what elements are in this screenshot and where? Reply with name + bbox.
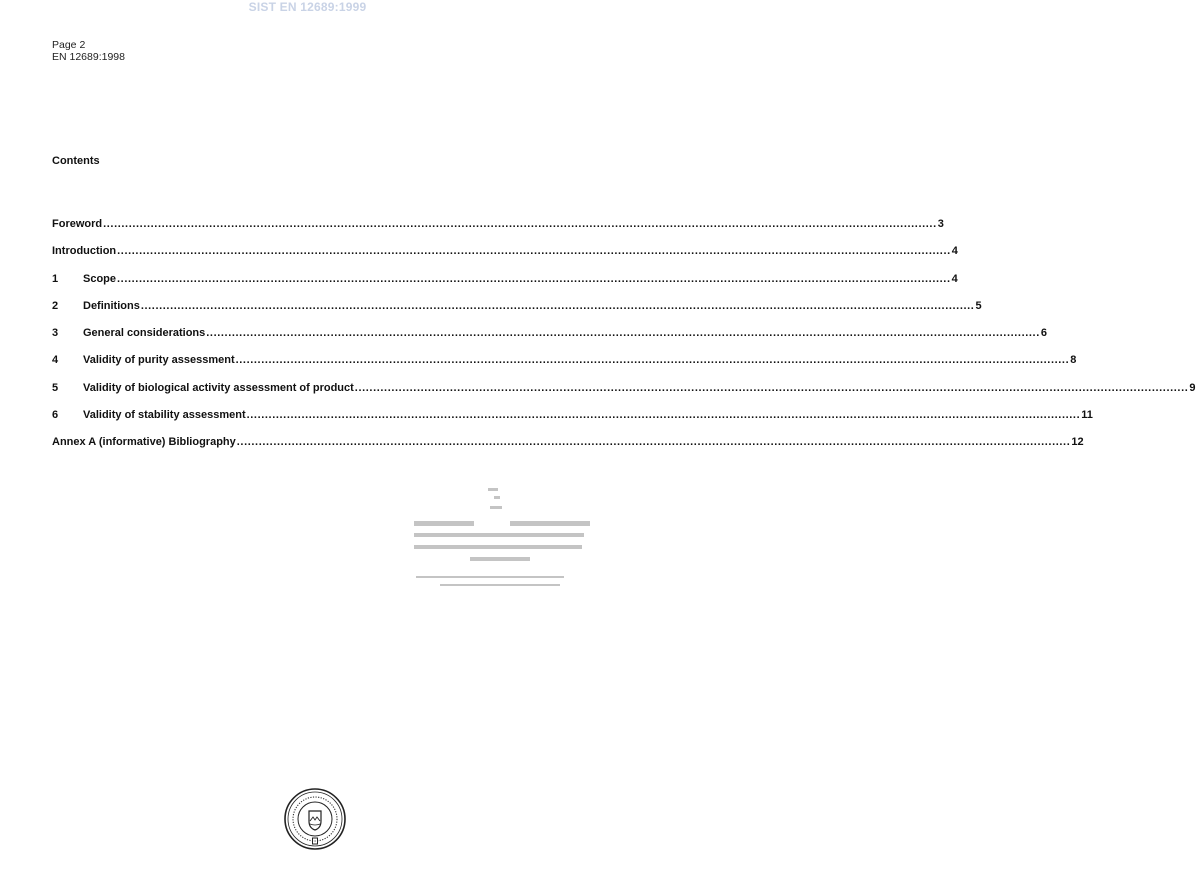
toc-entry-title: Introduction [52,245,117,258]
toc-entry-general-considerations[interactable] [52,327,1047,354]
toc-entry-page: 8 [1070,354,1077,367]
toc-entry-title: Foreword [52,218,103,230]
toc-entry-introduction[interactable] [52,245,958,272]
toc-entry-page: 3 [937,218,944,230]
dot-leader: .................................................................................................................................................................................................................................... [236,436,1071,449]
page-label: Page 2 [52,39,86,51]
toc-entry-number: 2 [52,299,59,312]
toc-entry-page: 4 [951,245,958,258]
toc-entry-number: 3 [52,327,59,340]
toc-entry-foreword[interactable] [52,218,944,245]
toc-entry-number: 1 [52,272,59,285]
toc-entry-title: Annex A (informative) Bibliography [52,436,236,449]
toc-entry-title: Scope [83,272,117,285]
sist-watermark: SIST EN 12689:1999 [248,0,367,14]
institute-seal [283,787,347,851]
dot-leader: .................................................................................................................................................................................................................................... [206,327,1040,340]
dot-leader: .................................................................................................................................................................................................................................... [235,354,1070,367]
toc-entry-biological-activity[interactable] [52,381,1196,409]
toc-entry-title: Definitions [83,299,140,312]
toc-entry-title: Validity of biological activity assessment of product [83,381,354,394]
toc-entry-page: 12 [1071,436,1084,449]
dot-leader: .................................................................................................................................................................................................................................... [117,272,951,285]
toc-entry-annex-a[interactable] [52,436,1084,463]
toc-entry-page: 4 [951,272,958,285]
toc-entry-page: 11 [1081,409,1093,422]
toc-entry-definitions[interactable] [52,299,982,327]
dot-leader: .................................................................................................................................................................................................................................... [354,381,1189,394]
toc-entry-purity-assessment[interactable] [52,354,1077,381]
toc-entry-scope[interactable] [52,272,958,300]
table-of-contents [52,218,1196,464]
toc-entry-title: Validity of stability assessment [83,409,246,422]
dot-leader: .................................................................................................................................................................................................................................... [117,245,951,258]
toc-entry-number: 4 [52,354,59,367]
dot-leader: .................................................................................................................................................................................................................................... [103,218,937,230]
contents-heading: Contents [52,155,100,167]
toc-entry-page: 5 [975,299,982,312]
dot-leader: .................................................................................................................................................................................................................................... [140,299,975,312]
toc-entry-number: 6 [52,409,59,422]
toc-entry-stability-assessment[interactable] [52,409,1093,436]
toc-entry-title: Validity of purity assessment [83,354,235,367]
toc-entry-page: 9 [1189,381,1196,394]
page-header [52,39,125,63]
toc-entry-number: 5 [52,381,59,394]
toc-entry-page: 6 [1040,327,1047,340]
faded-stamp-bleed [410,488,600,598]
toc-entry-title: General considerations [83,327,206,340]
dot-leader: .................................................................................................................................................................................................................................... [246,409,1081,422]
standard-number: EN 12689:1998 [52,51,125,63]
